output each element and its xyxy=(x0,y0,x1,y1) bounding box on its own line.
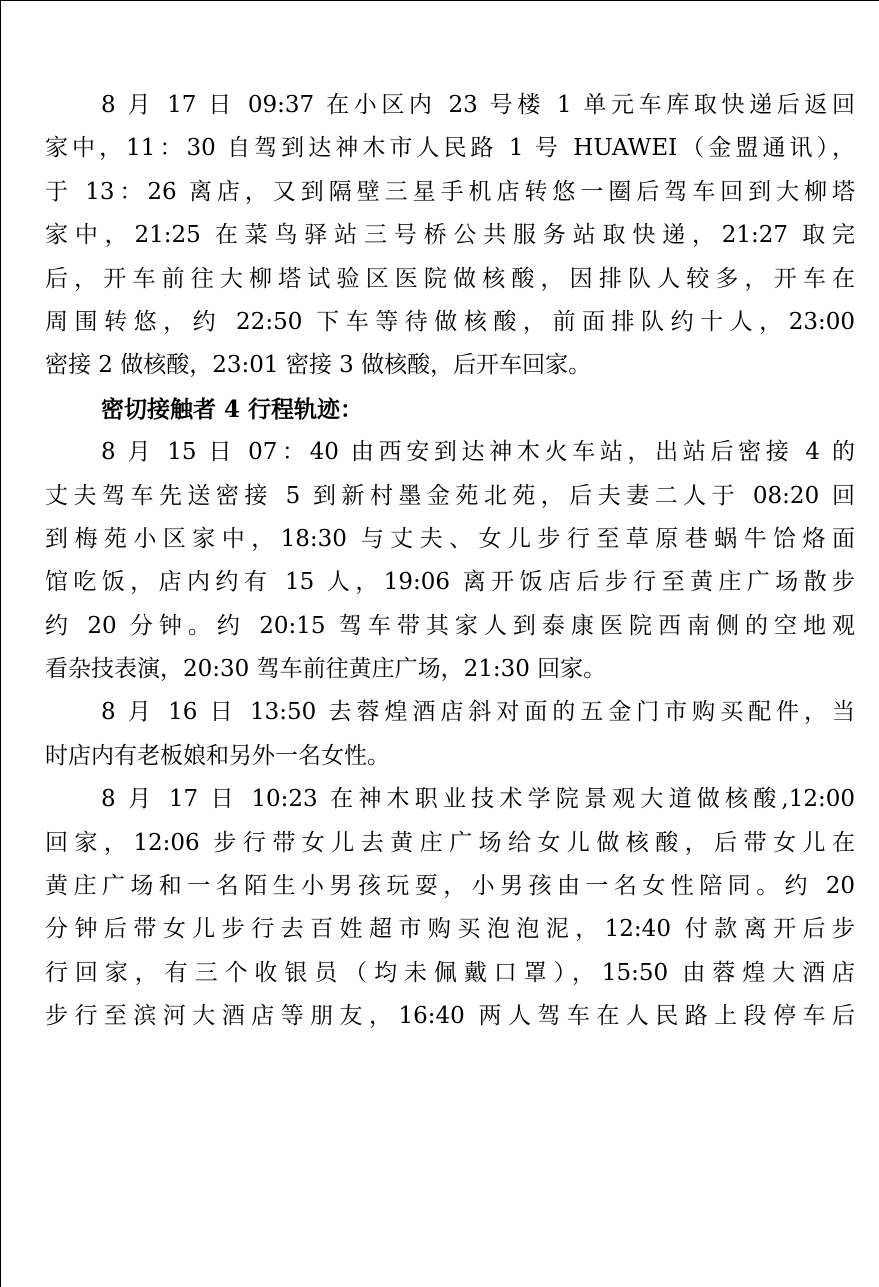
text-line: 家中，11：30 自驾到达神木市人民路 1 号 HUAWEI（金盟通讯）， xyxy=(45,135,855,162)
paragraph xyxy=(45,84,855,388)
text-line: 馆吃饭，店内约有 15 人，19:06 离开饭店后步行至黄庄广场散步 xyxy=(45,569,855,596)
text-line: 8 月 17 日 10:23 在神木职业技术学院景观大道做核酸,12:00 xyxy=(101,786,855,813)
document-body xyxy=(45,84,855,1039)
text-line: 约 20 分钟。约 20:15 驾车带其家人到泰康医院西南侧的空地观 xyxy=(45,612,855,639)
text-line: 步行至滨河大酒店等朋友，16:40 两人驾车在人民路上段停车后 xyxy=(45,1003,855,1030)
text-line: 8 月 17 日 09:37 在小区内 23 号楼 1 单元车库取快递后返回 xyxy=(101,92,855,118)
paragraph xyxy=(45,431,855,691)
section-heading: 密切接触者 4 行程轨迹： xyxy=(101,395,364,423)
text-line: 到梅苑小区家中，18:30 与丈夫、女儿步行至草原巷蜗牛饸烙面 xyxy=(45,525,855,552)
paragraph xyxy=(45,691,855,778)
text-line: 分钟后带女儿步行去百姓超市购买泡泡泥，12:40 付款离开后步 xyxy=(45,916,855,943)
text-line: 于 13：26 离店，又到隔壁三星手机店转悠一圈后驾车回到大柳塔 xyxy=(45,178,855,205)
text-line: 看杂技表演，20:30 驾车前往黄庄广场，21:30 回家。 xyxy=(45,656,607,683)
text-line: 丈夫驾车先送密接 5 到新村墨金苑北苑，后夫妻二人于 08:20 回 xyxy=(45,482,855,509)
paragraph xyxy=(45,778,855,1038)
text-line: 8 月 16 日 13:50 去蓉煌酒店斜对面的五金门市购买配件，当 xyxy=(101,699,855,726)
text-line: 8 月 15 日 07：40 由西安到达神木火车站，出站后密接 4 的 xyxy=(101,439,855,466)
text-line: 周围转悠，约 22:50 下车等待做核酸，前面排队约十人，23:00 xyxy=(45,308,855,335)
text-line: 行回家，有三个收银员（均未佩戴口罩），15:50 由蓉煌大酒店 xyxy=(45,959,855,986)
text-line: 时店内有老板娘和另外一名女性。 xyxy=(45,742,390,769)
text-line: 家中，21:25 在菜鸟驿站三号桥公共服务站取快递，21:27 取完 xyxy=(45,222,855,249)
text-line: 后，开车前往大柳塔试验区医院做核酸，因排队人较多，开车在 xyxy=(45,265,855,292)
text-line: 密接 2 做核酸，23:01 密接 3 做核酸，后开车回家。 xyxy=(45,352,592,379)
text-line: 黄庄广场和一名陌生小男孩玩耍，小男孩由一名女性陪同。约 20 xyxy=(45,873,855,900)
text-line: 回家，12:06 步行带女儿去黄庄广场给女儿做核酸，后带女儿在 xyxy=(45,829,855,856)
